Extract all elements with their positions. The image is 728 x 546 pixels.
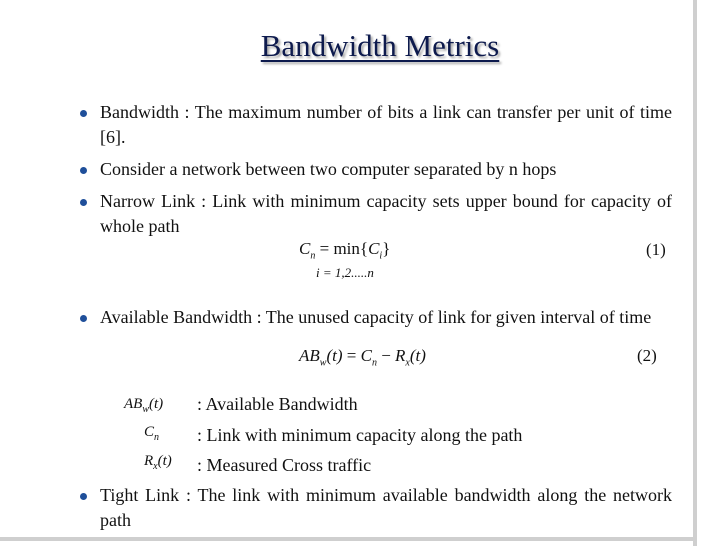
bullet-dot — [80, 493, 87, 500]
equation-1: $C_n = \min\{C_i\}$ — [299, 239, 391, 262]
slide-border-right — [693, 0, 697, 546]
bullet-text: Narrow Link : Link with minimum capacity sets upper bound for capacity of whole path — [100, 191, 672, 236]
bullet-network — [100, 157, 672, 182]
bullet-text: Bandwidth : The maximum number of bits a link can transfer per unit of time [6]. — [100, 102, 672, 147]
legend-text-rx: : Measured Cross traffic — [197, 455, 372, 475]
legend-symbol-rx: $R_x(t)$ — [144, 453, 172, 472]
slide-border-bottom — [0, 537, 697, 541]
legend-symbol-abw: $AB_w(t)$ — [124, 396, 164, 415]
equation-1-range: i = 1,2.....n — [316, 265, 374, 280]
bullet-bandwidth — [100, 100, 672, 150]
bullet-dot — [80, 110, 87, 117]
legend-symbol-cn: $C_n$ — [144, 424, 160, 443]
bullet-dot — [80, 315, 87, 322]
bullet-text: Available Bandwidth : The unused capacity of link for given interval of time — [100, 307, 652, 327]
bullet-tight-link — [100, 483, 672, 533]
bullet-dot — [80, 199, 87, 206]
slide-title: Bandwidth Metrics — [260, 28, 500, 63]
legend-text-cn: : Link with minimum capacity along the path — [197, 425, 523, 445]
equation-1-number: (1) — [646, 240, 666, 259]
equation-2: $AB_w(t) = C_n - R_x(t)$ — [299, 346, 426, 369]
equation-2-number: (2) — [637, 346, 657, 365]
bullet-available-bandwidth — [100, 305, 672, 330]
bullet-dot — [80, 167, 87, 174]
bullet-narrow-link — [100, 189, 672, 239]
bullet-text: Consider a network between two computer separated by n hops — [100, 159, 557, 179]
bullet-text: Tight Link : The link with minimum available bandwidth along the network path — [100, 485, 672, 530]
legend-text-abw: : Available Bandwidth — [197, 394, 358, 414]
